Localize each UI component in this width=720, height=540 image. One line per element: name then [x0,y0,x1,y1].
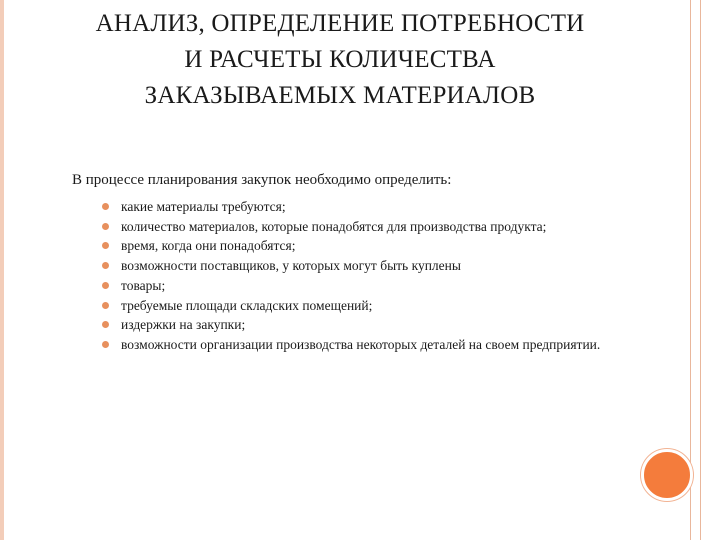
bullet-dot-icon [102,242,109,249]
list-item-text: издержки на закупки; [121,317,246,333]
orange-circle-decoration [641,449,693,501]
bullet-dot-icon [102,341,109,348]
list-item [100,276,646,296]
left-border-strip [0,0,4,540]
intro-text: В процессе планирования закупок необходимо определить: [72,172,452,188]
list-item [100,256,646,276]
bullet-dot-icon [102,203,109,210]
list-item-text: время, когда они понадобятся; [121,238,296,254]
list-item [100,315,646,335]
title-line-2: И РАСЧЕТЫ КОЛИЧЕСТВА [184,46,496,73]
list-item-text: товары; [121,277,166,293]
bullet-dot-icon [102,321,109,328]
list-item-text: какие материалы требуются; [121,199,286,214]
bullet-dot-icon [102,302,109,309]
list-item [100,335,646,355]
list-item-text: количество материалов, которые понадобятся для производства продукта; [121,218,547,234]
list-item [100,217,646,237]
bullet-list [100,197,646,355]
slide-title [40,6,640,114]
list-item-text: требуемые площади складских помещений; [121,297,373,313]
bullet-dot-icon [102,282,109,289]
title-line-1: АНАЛИЗ, ОПРЕДЕЛЕНИЕ ПОТРЕБНОСТИ [95,10,585,37]
title-line-3: ЗАКАЗЫВАЕМЫХ МАТЕРИАЛОВ [144,82,536,109]
bullet-dot-icon [102,262,109,269]
list-item-text: возможности организации производства некоторых деталей на своем предприятии. [121,336,601,352]
bullet-dot-icon [102,223,109,230]
right-border-line-outer [690,0,691,540]
list-item [100,197,646,217]
right-border-line-inner [700,0,701,540]
list-item-text: возможности поставщиков, у которых могут быть куплены [121,258,461,274]
list-item [100,236,646,256]
list-item [100,296,646,316]
